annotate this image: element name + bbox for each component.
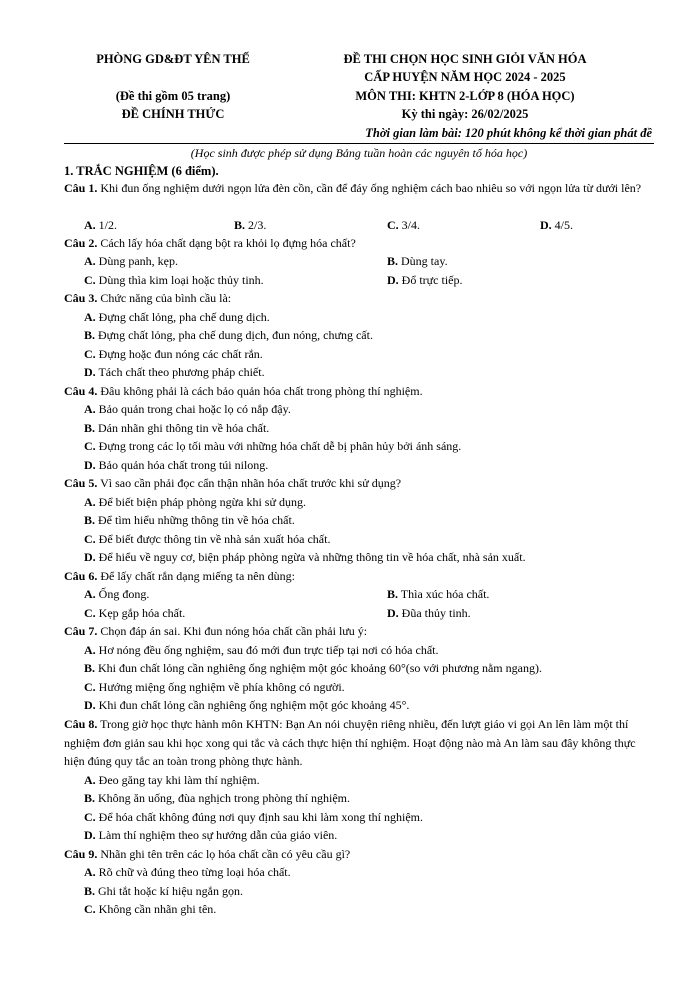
question-label: Câu 3.	[64, 291, 98, 305]
option-6d: D. Đũa thủy tinh.	[387, 606, 471, 620]
exam-subject: MÔN THI: KHTN 2-LỚP 8 (HÓA HỌC)	[355, 89, 575, 103]
question-6	[64, 567, 654, 586]
question-label: Câu 7.	[64, 624, 98, 638]
question-label: Câu 1.	[64, 181, 98, 195]
option-1b: B. 2/3.	[234, 218, 267, 232]
option-2a: A. Dùng panh, kẹp.	[84, 254, 178, 268]
question-text: Khi đun ống nghiệm dưới ngọn lửa đèn cồn, cần để đáy ống nghiệm cách bao nhiêu so với ngọn lửa từ dưới lên?	[97, 181, 642, 195]
question-5	[64, 474, 654, 493]
question-4	[64, 382, 654, 401]
option-1c: C. 3/4.	[387, 218, 421, 232]
question-text: Để lấy chất rắn dạng miếng ta nên dùng:	[97, 569, 295, 583]
question-label: Câu 4.	[64, 384, 98, 398]
option-2d: D. Đổ trực tiếp.	[387, 273, 463, 287]
option-9a: A. Rõ chữ và đúng theo từng loại hóa chất.	[84, 865, 291, 879]
option-2b: B. Dùng tay.	[387, 254, 448, 268]
section-title: 1. TRẮC NGHIỆM (6 điểm).	[64, 164, 219, 178]
question-8	[64, 715, 654, 771]
option-6a: A. Ống đong.	[84, 587, 150, 601]
option-1d: D. 4/5.	[540, 218, 574, 232]
question-label: Câu 2.	[64, 236, 98, 250]
option-8b: B. Không ăn uống, đùa nghịch trong phòng thí nghiệm.	[84, 791, 350, 805]
periodic-table-note: (Học sinh được phép sử dụng Bảng tuần hoàn các nguyên tố hóa học)	[190, 146, 528, 160]
option-5a: A. Để biết biện pháp phòng ngừa khi sử dụng.	[84, 495, 306, 509]
option-7c: C. Hướng miệng ống nghiệm về phía không có người.	[84, 680, 345, 694]
department-name: PHÒNG GD&ĐT YÊN THẾ	[96, 52, 250, 66]
exam-date: Kỳ thi ngày: 26/02/2025	[401, 107, 529, 121]
option-9c: C. Không cần nhãn ghi tên.	[84, 902, 217, 916]
option-3c: C. Đựng hoặc đun nóng các chất rắn.	[84, 347, 263, 361]
question-2	[64, 234, 654, 253]
exam-title-line-2: CẤP HUYỆN NĂM HỌC 2024 - 2025	[364, 70, 566, 84]
question-text: Chọn đáp án sai. Khi đun nóng hóa chất cần phải lưu ý:	[97, 624, 368, 638]
question-label: Câu 5.	[64, 476, 98, 490]
option-8d: D. Làm thí nghiệm theo sự hướng dẫn của giáo viên.	[84, 828, 338, 842]
header-divider	[64, 143, 654, 144]
question-7	[64, 622, 654, 641]
question-text: Đâu không phải là cách bảo quản hóa chất trong phòng thí nghiệm.	[97, 384, 423, 398]
question-3	[64, 289, 654, 308]
question-text: Trong giờ học thực hành môn KHTN: Bạn An nói chuyện riêng nhiều, đến lượt giáo vi gọi An lên làm một thí nghiệm đơn giản sau khi học xong qui tắc và cách thực hiện thí nghiệm. Hoạt động nào mà An làm sau đây không thực hiện đúng quy tắc an toàn trong phòng thực hành.	[64, 717, 636, 768]
question-text: Vì sao cần phải đọc cẩn thận nhãn hóa chất trước khi sử dụng?	[97, 476, 402, 490]
option-7b: B. Khi đun chất lỏng cần nghiêng ống nghiệm một góc khoảng 60°(so với phương nằm ngang).	[84, 661, 542, 675]
option-7a: A. Hơ nóng đều ống nghiệm, sau đó mới đun trực tiếp tại nơi có hóa chất.	[84, 643, 439, 657]
option-4b: B. Dán nhãn ghi thông tin về hóa chất.	[84, 421, 270, 435]
exam-duration: Thời gian làm bài: 120 phút không kể thời gian phát đề	[365, 126, 652, 140]
option-4d: D. Bảo quản hóa chất trong túi nilong.	[84, 458, 269, 472]
question-text: Nhãn ghi tên trên các lọ hóa chất cần có yêu cầu gì?	[97, 847, 351, 861]
question-text: Chức năng của bình cầu là:	[97, 291, 232, 305]
option-8a: A. Đeo găng tay khi làm thí nghiệm.	[84, 773, 260, 787]
option-4a: A. Bảo quản trong chai hoặc lọ có nắp đậy.	[84, 402, 291, 416]
option-9b: B. Ghi tắt hoặc kí hiệu ngắn gọn.	[84, 884, 243, 898]
option-2c: C. Dùng thìa kim loại hoặc thủy tinh.	[84, 273, 264, 287]
question-1	[64, 179, 654, 198]
option-5c: C. Để biết được thông tin về nhà sản xuất hóa chất.	[84, 532, 331, 546]
question-label: Câu 8.	[64, 717, 98, 731]
option-3d: D. Tách chất theo phương pháp chiết.	[84, 365, 265, 379]
option-8c: C. Để hóa chất không đúng nơi quy định sau khi làm xong thí nghiệm.	[84, 810, 423, 824]
option-3b: B. Đựng chất lỏng, pha chế dung dịch, đun nóng, chưng cất.	[84, 328, 373, 342]
option-5b: B. Để tìm hiểu những thông tin về hóa chất.	[84, 513, 295, 527]
option-7d: D. Khi đun chất lỏng cần nghiêng ống nghiệm một góc khoảng 45°.	[84, 698, 410, 712]
option-4c: C. Đựng trong các lọ tối màu với những hóa chất dễ bị phân hủy bởi ánh sáng.	[84, 439, 462, 453]
option-6c: C. Kẹp gắp hóa chất.	[84, 606, 186, 620]
question-text: Cách lấy hóa chất dạng bột ra khỏi lọ đựng hóa chất?	[97, 236, 356, 250]
pages-note: (Đề thi gồm 05 trang)	[115, 89, 231, 103]
question-label: Câu 6.	[64, 569, 98, 583]
option-3a: A. Đựng chất lỏng, pha chế dung dịch.	[84, 310, 270, 324]
question-9	[64, 845, 654, 864]
option-5d: D. Để hiểu về nguy cơ, biện pháp phòng ngừa và những thông tin về hóa chất, nhà sản xuất.	[84, 550, 526, 564]
question-label: Câu 9.	[64, 847, 98, 861]
exam-title-line-1: ĐỀ THI CHỌN HỌC SINH GIỎI VĂN HÓA	[343, 52, 587, 66]
option-6b: B. Thìa xúc hóa chất.	[387, 587, 490, 601]
option-1a: A. 1/2.	[84, 218, 118, 232]
official-label: ĐỀ CHÍNH THỨC	[121, 107, 225, 121]
